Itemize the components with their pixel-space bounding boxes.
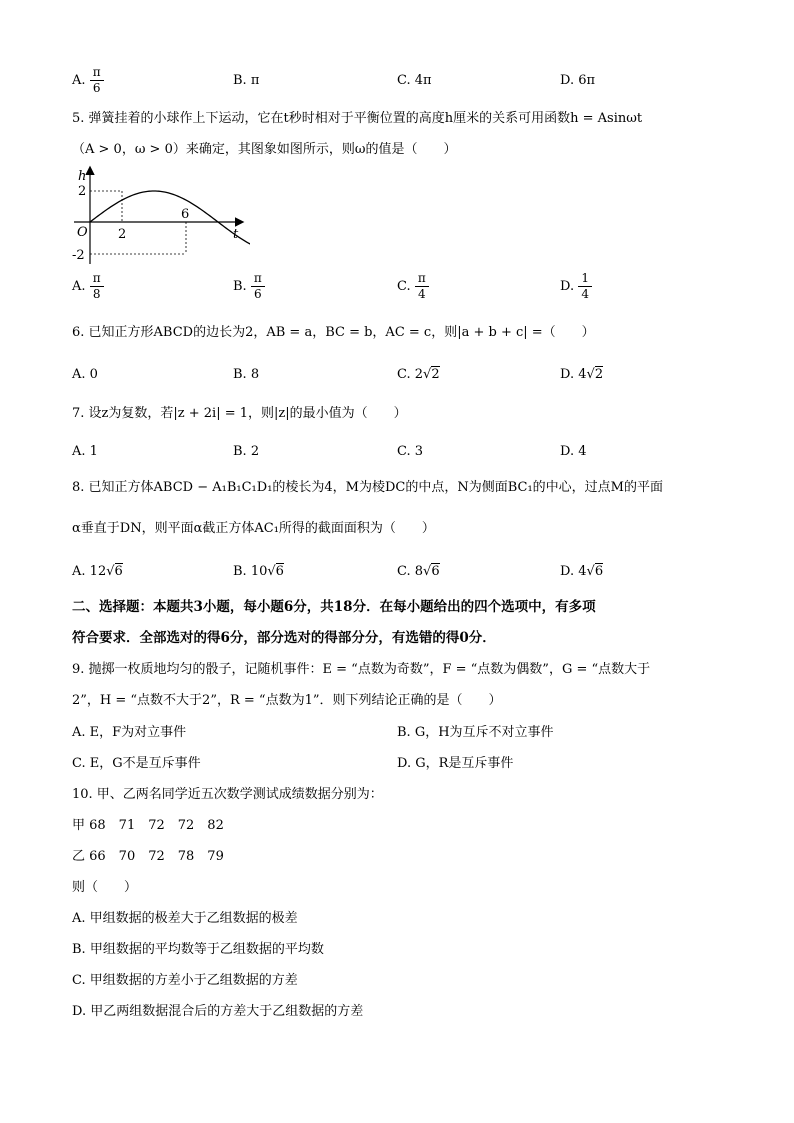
section2-heading-line2: 符合要求．全部选对的得6分，部分选对的得部分分，有选错的得0分． <box>72 630 496 646</box>
q6-option-c: C. 2√2 <box>397 367 440 382</box>
fraction: $\frac{1}{4}$ <box>578 272 592 301</box>
q10-data-yi: 乙 66 70 72 78 79 <box>72 849 224 864</box>
q7-option-b: B. 2 <box>233 444 260 459</box>
q4-option-a: A. $\frac{\pi}{6}$ <box>72 66 104 95</box>
q5-option-d: D. $\frac{1}{4}$ <box>560 272 592 301</box>
fraction: $\frac{\pi}{6}$ <box>251 272 265 301</box>
q10-ze: 则（ ） <box>72 880 138 895</box>
q10-option-c: C. 甲组数据的方差小于乙组数据的方差 <box>72 973 298 988</box>
section2-heading-line1: 二、选择题：本题共3小题，每小题6分，共18分．在每小题给出的四个选项中，有多项 <box>72 599 596 615</box>
q10-stem: 10. 甲、乙两名同学近五次数学测试成绩数据分别为： <box>72 787 383 802</box>
origin-label: O <box>77 225 88 240</box>
sqrt-icon: √ <box>423 564 432 579</box>
q10-option-a: A. 甲组数据的极差大于乙组数据的极差 <box>72 911 298 926</box>
q7-option-c: C. 3 <box>397 444 424 459</box>
q5-stem-line1: 5. 弹簧挂着的小球作上下运动，它在t秒时相对于平衡位置的高度h厘米的关系可用函数h = Asinωt <box>72 111 643 126</box>
q6-option-b: B. 8 <box>233 367 260 382</box>
q7-option-a: A. 1 <box>72 444 98 459</box>
q9-option-c: C. E，G不是互斥事件 <box>72 756 201 771</box>
sqrt-icon: √ <box>586 367 595 382</box>
q4-option-b: B. π <box>233 73 260 88</box>
x-axis-label: t <box>233 227 239 242</box>
sqrt-icon: √ <box>106 564 115 579</box>
q10-option-b: B. 甲组数据的平均数等于乙组数据的平均数 <box>72 942 324 957</box>
q10-data-jia: 甲 68 71 72 72 82 <box>72 818 224 833</box>
q9-stem-line1: 9. 抛掷一枚质地均匀的骰子，记随机事件：E = “点数为奇数”，F = “点数为偶数”，G = “点数大于 <box>72 662 651 677</box>
q8-option-b: B. 10√6 <box>233 564 284 579</box>
q8-stem-line2: α垂直于DN，则平面α截正方体AC₁所得的截面面积为（ ） <box>72 521 435 536</box>
fraction: $\frac{\pi}{6}$ <box>90 66 104 95</box>
q8-option-d: D. 4√6 <box>560 564 604 579</box>
tick-label-x-6: 6 <box>181 207 190 222</box>
q5-option-c: C. $\frac{\pi}{4}$ <box>397 272 429 301</box>
q7-option-d: D. 4 <box>560 444 587 459</box>
q6-option-d: D. 4√2 <box>560 367 604 382</box>
tick-label-x-2: 2 <box>118 227 127 242</box>
q6-stem: 6. 已知正方形ABCD的边长为2，AB = a，BC = b，AC = c，则|a + b + c| =（ ） <box>72 325 595 340</box>
q8-option-a: A. 12√6 <box>72 564 123 579</box>
q8-option-c: C. 8√6 <box>397 564 440 579</box>
q7-stem: 7. 设z为复数，若|z + 2i| = 1，则|z|的最小值为（ ） <box>72 406 407 421</box>
q9-option-b: B. G，H为互斥不对立事件 <box>397 725 554 740</box>
tick-label-y-neg2: -2 <box>72 248 85 263</box>
q8-stem-line1: 8. 已知正方体ABCD − A₁B₁C₁D₁的棱长为4，M为棱DC的中点，N为侧面BC₁的中心，过点M的平面 <box>72 480 663 495</box>
fraction: $\frac{\pi}{8}$ <box>90 272 104 301</box>
q5-sine-graph <box>70 162 250 270</box>
fraction: $\frac{\pi}{4}$ <box>415 272 429 301</box>
tick-label-y-2: 2 <box>78 184 87 199</box>
q6-option-a: A. 0 <box>72 367 98 382</box>
q9-stem-line2: 2”，H = “点数不大于2”，R = “点数为1”．则下列结论正确的是（ ） <box>72 693 502 708</box>
q5-option-a: A. $\frac{\pi}{8}$ <box>72 272 104 301</box>
sqrt-icon: √ <box>586 564 595 579</box>
q5-stem-line2: （A > 0，ω > 0）来确定，其图象如图所示，则ω的值是（ ） <box>72 142 457 157</box>
q9-option-a: A. E，F为对立事件 <box>72 725 187 740</box>
sqrt-icon: √ <box>267 564 276 579</box>
q10-option-d: D. 甲乙两组数据混合后的方差大于乙组数据的方差 <box>72 1004 364 1019</box>
q4-option-d: D. 6π <box>560 73 596 88</box>
sqrt-icon: √ <box>423 367 432 382</box>
q9-option-d: D. G，R是互斥事件 <box>397 756 514 771</box>
y-axis-label: h <box>78 169 87 184</box>
q4-option-c: C. 4π <box>397 73 432 88</box>
sine-curve <box>90 191 250 251</box>
q5-option-b: B. $\frac{\pi}{6}$ <box>233 272 265 301</box>
